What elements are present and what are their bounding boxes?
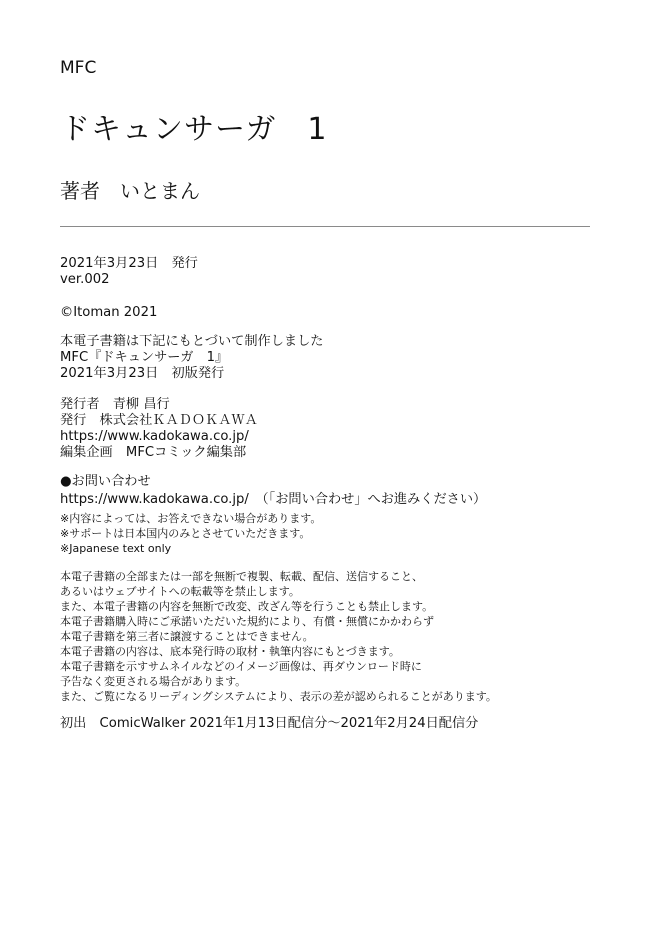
legal-line: 本電子書籍の内容は、底本発行時の取材・執筆内容にもとづきます。 — [60, 645, 400, 658]
author-line: 著者 いとまん — [60, 179, 200, 203]
imprint-label: MFC — [60, 58, 97, 78]
legal-line: 本電子書籍を示すサムネイルなどのイメージ画像は、再ダウンロード時に — [60, 660, 422, 673]
legal-line: また、ご覧になるリーディングシステムにより、表示の差が認められることがあります。 — [60, 690, 497, 703]
release-date: 2021年3月23日 発行 — [60, 256, 198, 271]
inquiry-note: ※サポートは日本国内のみとさせていただきます。 — [60, 527, 311, 540]
legal-line: あるいはウェブサイトへの転載等を禁止します。 — [60, 585, 300, 598]
inquiry-url: https://www.kadokawa.co.jp/ （「お問い合わせ」へお進みください） — [60, 492, 487, 507]
book-title: ドキュンサーガ 1 — [60, 112, 328, 147]
first-published: 初出 ComicWalker 2021年1月13日配信分～2021年2月24日配信分 — [60, 716, 479, 731]
source-work: MFC『ドキュンサーガ 1』 — [60, 350, 229, 365]
copyright: ©Itoman 2021 — [60, 305, 158, 320]
publisher-company: 発行 株式会社ＫＡＤＯＫＡＷＡ — [60, 413, 258, 428]
publisher-person: 発行者 青柳 昌行 — [60, 397, 170, 412]
divider — [60, 226, 590, 227]
publisher-url: https://www.kadokawa.co.jp/ — [60, 429, 249, 444]
legal-line: 本電子書籍の全部または一部を無断で複製、転載、配信、送信すること、 — [60, 570, 423, 583]
version: ver.002 — [60, 272, 110, 287]
legal-line: 本電子書籍を第三者に譲渡することはできません。 — [60, 630, 314, 643]
source-note: 本電子書籍は下記にもとづいて制作しました — [60, 334, 324, 349]
first-print-date: 2021年3月23日 初版発行 — [60, 366, 225, 381]
legal-line: また、本電子書籍の内容を無断で改変、改ざん等を行うことも禁止します。 — [60, 600, 434, 613]
inquiry-note: ※Japanese text only — [60, 542, 172, 555]
inquiry-note: ※内容によっては、お答えできない場合があります。 — [60, 512, 322, 525]
legal-line: 予告なく変更される場合があります。 — [60, 675, 247, 688]
editorial-dept: 編集企画 MFCコミック編集部 — [60, 445, 247, 460]
inquiry-heading: ●お問い合わせ — [60, 474, 151, 489]
legal-line: 本電子書籍購入時にご承諾いただいた規約により、有償・無償にかかわらず — [60, 615, 434, 628]
